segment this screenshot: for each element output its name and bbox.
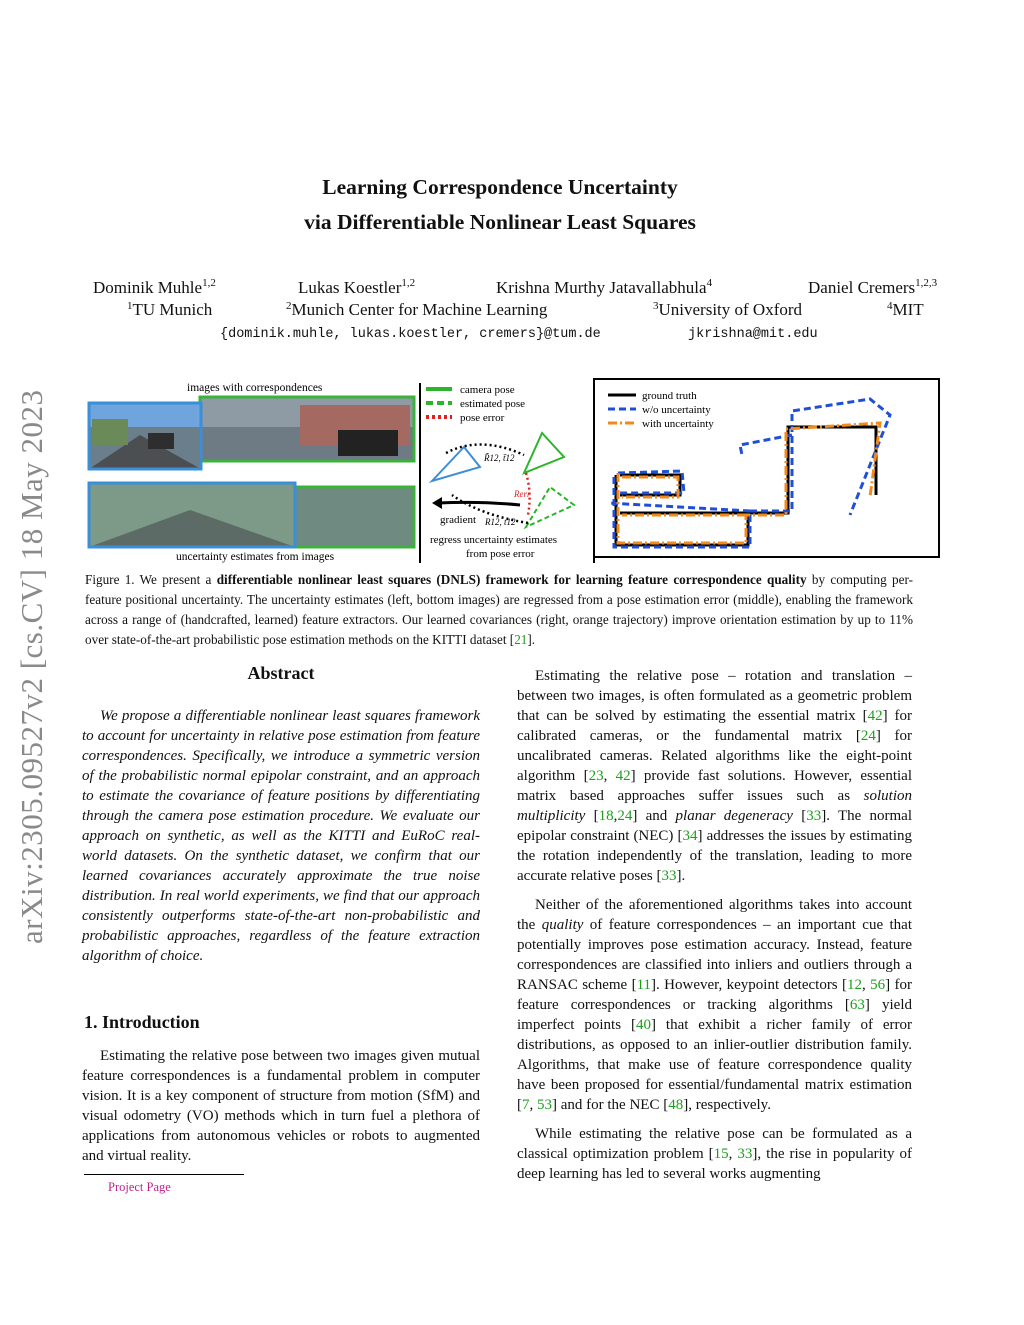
citation[interactable]: 48 [668, 1097, 684, 1113]
text-run: ], respectively. [683, 1097, 771, 1113]
affiliation-0: $^1$ TU Munich [127, 300, 213, 319]
figure-caption: Figure 1. We present a differentiable nonlinear least squares (DNLS) framework for learning feature correspondence quality by computing per-feature positional uncertainty. The uncertainty estimates (left, bottom images) are regressed from a pose estimation error (middle), enabling the framework across a range of (handcrafted, learned) feature extractors. Our learned covariances (right, orange trajectory) improve orientation estimation by up to 11% over state-of-the-art probabilistic pose estimation methods on the KITTI dataset [21]. [85, 572, 914, 647]
text-run: ] and for the NEC [ [552, 1097, 669, 1113]
abstract-heading: Abstract [247, 663, 315, 683]
text-run: of feature correspondences – an important cue that potentially improves pose estimation accuracy. Instead, feature correspondences are classified into inliers and outliers through a RANSAC scheme [ [517, 917, 912, 993]
citation[interactable]: 15 [713, 1146, 729, 1162]
text-run: , [529, 1097, 537, 1113]
affiliation-1: $^2$ Munich Center for Machine Learning [286, 300, 548, 319]
text-run: Neither of the aforementioned algorithms takes into account the [517, 897, 912, 933]
camera-estimated [526, 487, 574, 527]
paper-title-line1: Learning Correspondence Uncertainty [322, 175, 678, 199]
uncertainty-image-front [89, 483, 295, 547]
author-0: Dominik Muhle$^{1,2}$ [93, 277, 216, 297]
text-run: ] for uncalibrated cameras. Related algorithms like the eight-point algorithm [ [517, 728, 912, 784]
text-run: [ [792, 808, 807, 824]
citation[interactable]: 56 [870, 977, 886, 993]
text-run: [ [585, 808, 599, 824]
camera-blue [432, 447, 480, 481]
gradient-label: gradient [440, 514, 477, 526]
text-run: ] for calibrated cameras, or the fundamental matrix [ [517, 708, 912, 744]
right-paragraph-3 [517, 1124, 912, 1184]
text-run: ] yield imperfect points [ [517, 997, 912, 1033]
citation[interactable]: 33 [661, 868, 677, 884]
regress-label-1: regress uncertainty estimates [430, 534, 558, 546]
correspondence-image-front [89, 403, 201, 469]
legend-camera-pose: camera pose [460, 384, 515, 396]
affiliation-3: $^4$ MIT [887, 300, 924, 319]
rerr-label: Rerr [514, 489, 531, 499]
text-run: ]. However, keypoint detectors [ [651, 977, 848, 993]
text-run: , [613, 808, 618, 824]
regress-label-2: from pose error [466, 548, 535, 560]
legend-estimated-pose: estimated pose [460, 398, 526, 410]
italic-term: solution multiplicity [517, 788, 912, 824]
r12-label: R̃12, t̃12 [484, 453, 515, 463]
author-1: Lukas Koestler$^{1,2}$ [298, 277, 416, 297]
introduction-paragraph: Estimating the relative pose between two images given mutual feature correspondences is a fundamental problem in computer vision. It is a key component of structure from motion (SfM) and visual odometry (VO) methods which in turn fuel a plethora of applications from autonomous vehicles or robots to augmented and virtual reality. [82, 1048, 480, 1164]
project-page-link[interactable]: Project Page [108, 1180, 171, 1194]
paper-title-line2: via Differentiable Nonlinear Least Squares [304, 210, 696, 234]
citation[interactable]: 24 [860, 728, 876, 744]
gradient-arrow [438, 502, 520, 505]
legend-pose-error: pose error [460, 412, 505, 424]
right-paragraph-1 [517, 666, 912, 886]
text-run: , [862, 977, 871, 993]
italic-term: quality [541, 917, 584, 933]
author-3: Daniel Cremers$^{1,2,3}$ [808, 277, 938, 297]
abstract-text: We propose a differentiable nonlinear least squares framework to account for uncertainty in relative pose estimation from feature correspondences. Specifically, we introduce a symmetric version of the probabilistic normal epipolar constraint, and an approach to estimate the covariance of feature positions by differentiating through the camera pose estimation procedure. We evaluate our approach on synthetic, as well as the KITTI and EuRoC real-world datasets. On the synthetic dataset, we confirm that our learned covariances accurately approximate the true noise distribution. In real world experiments, we find that our approach consistently outperforms state-of-the-art non-probabilistic and probabilistic approaches, regardless of the feature extraction algorithm of choice. [82, 708, 480, 964]
text-run: ] and [632, 808, 676, 824]
right-column [517, 666, 912, 1184]
gradient-arrowhead [432, 497, 442, 509]
citation[interactable]: 33 [737, 1146, 753, 1162]
camera-green [524, 433, 564, 473]
text-run: ] that exhibit a richer family of error distributions, as opposed to an inlier-outlier distribution family. Algorithms, that make use of feature correspondence quality have been proposed for essential/fundamental matrix estimation [ [517, 1017, 912, 1113]
citation[interactable]: 12 [847, 977, 863, 993]
text-run: Estimating the relative pose – rotation and translation – between two images, is often formulated as a geometric problem that can be solved by estimating the essential matrix [ [517, 668, 912, 724]
text-run: ]. The normal epipolar constraint (NEC) [ [517, 808, 913, 844]
text-run: , [603, 768, 616, 784]
correspondence-image-back [200, 397, 414, 461]
text-run: ] for feature correspondences or tracking algorithms [ [517, 977, 912, 1013]
italic-term: planar degeneracy [675, 808, 793, 824]
citation[interactable]: 7 [522, 1097, 530, 1113]
text-run: ]. [676, 868, 686, 884]
traj-legend-with: with uncertainty [642, 418, 714, 430]
introduction-heading: 1. Introduction [84, 1012, 200, 1032]
citation[interactable]: 11 [636, 977, 652, 993]
citation[interactable]: 34 [682, 828, 698, 844]
right-paragraph-2 [517, 895, 912, 1115]
traj-legend-gt: ground truth [642, 390, 697, 402]
footnote-rule [84, 1174, 244, 1175]
citation[interactable]: 23 [588, 768, 604, 784]
r12b-label: R12, t12 [485, 517, 516, 527]
email-mit: jkrishna@mit.edu [688, 327, 818, 342]
text-run: ] addresses the issues by estimating the rotation independently of the translation, leading to more accurate relative poses [ [517, 828, 912, 884]
citation[interactable]: 42 [615, 768, 631, 784]
citation[interactable]: 53 [537, 1097, 552, 1113]
citation[interactable]: 33 [806, 808, 822, 824]
text-run: , [728, 1146, 738, 1162]
figure-1 [80, 375, 940, 565]
citation[interactable]: 24 [617, 808, 633, 824]
citation[interactable]: 40 [635, 1017, 651, 1033]
text-run: While estimating the relative pose can be formulated as a classical optimization problem [ [517, 1126, 912, 1162]
author-2: Krishna Murthy Jatavallabhula$^4$ [496, 277, 713, 297]
text-run: ] provide fast solutions. However, essential matrix based approaches suffer issues such as [517, 768, 912, 804]
email-tum: {dominik.muhle, lukas.koestler, cremers}@tum.de [220, 327, 601, 342]
citation[interactable]: 63 [849, 997, 865, 1013]
images-label: images with correspondences [187, 382, 323, 394]
citation[interactable]: 18 [598, 808, 614, 824]
text-run: ], the rise in popularity of deep learning has led to several works augmenting [517, 1146, 912, 1182]
affiliation-2: $^3$ University of Oxford [653, 300, 803, 319]
uncertainty-label: uncertainty estimates from images [176, 551, 335, 563]
traj-legend-wo: w/o uncertainty [642, 404, 711, 416]
citation[interactable]: 42 [867, 708, 883, 724]
arxiv-sidebar-id: arXiv:2305.09527v2 [cs.CV] 18 May 2023 [14, 389, 49, 944]
